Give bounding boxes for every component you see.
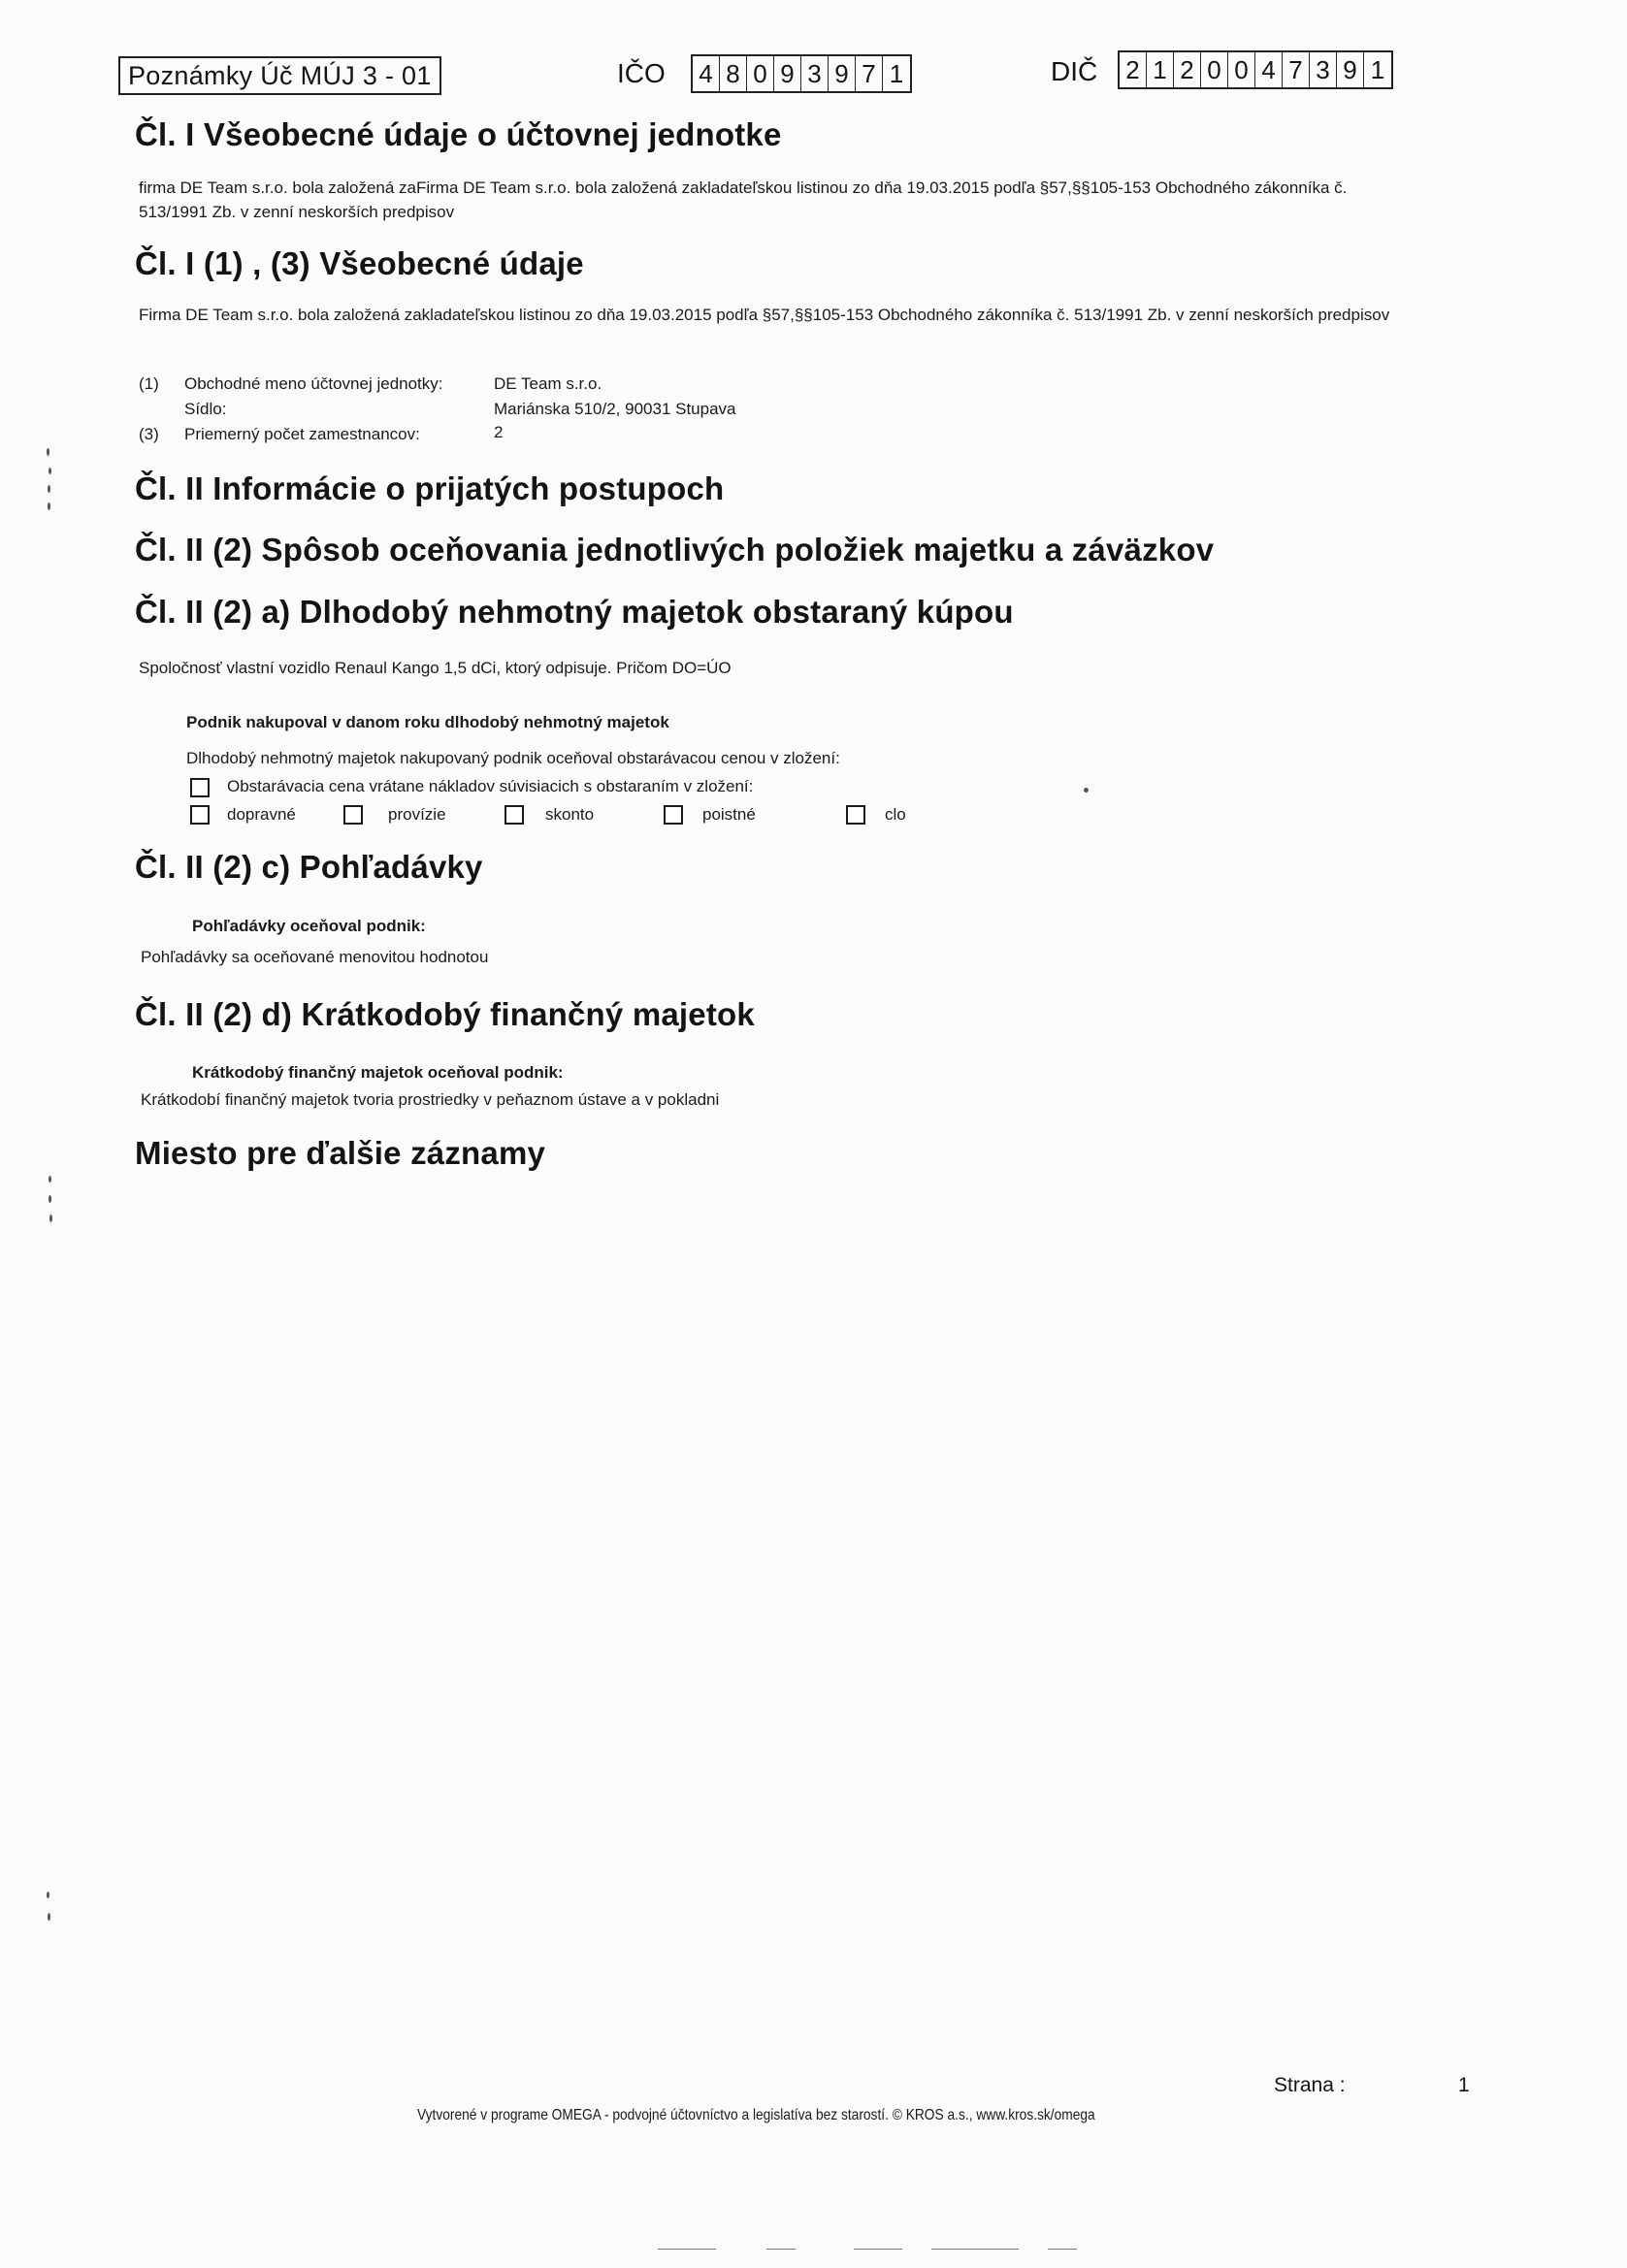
- scan-dash: [854, 2249, 902, 2250]
- page-label: Strana :: [1274, 2074, 1346, 2096]
- seat-value: Mariánska 510/2, 90031 Stupava: [494, 400, 736, 418]
- scan-speck: [1084, 788, 1089, 793]
- checkbox-commission[interactable]: [343, 805, 363, 825]
- short-term-assets-text: Krátkodobí finančný majetok tvoria prostriedky v peňaznom ústave a v pokladni: [141, 1090, 720, 1109]
- dic-digit: 2: [1174, 52, 1201, 87]
- scan-speck: [48, 485, 50, 493]
- dic-digit: 3: [1310, 52, 1337, 87]
- dic-digit: 1: [1147, 52, 1174, 87]
- scan-dash: [931, 2249, 1019, 2250]
- ico-digit: 8: [720, 56, 747, 91]
- ico-digit: 4: [693, 56, 720, 91]
- heading-general-info-entity: Čl. I Všeobecné údaje o účtovnej jednotke: [135, 116, 782, 152]
- checkbox-transport-label: dopravné: [227, 805, 296, 824]
- dic-digit: 0: [1201, 52, 1228, 87]
- company-name-label: Obchodné meno účtovnej jednotky:: [184, 374, 443, 393]
- dic-digit: 9: [1337, 52, 1364, 87]
- footer-credit: Vytvorené v programe OMEGA - podvojné účtovníctvo a legislatíva bez starostí. © KROS a.s., www.kros.sk/omega: [417, 2107, 1095, 2123]
- checkbox-duty[interactable]: [846, 805, 865, 825]
- scan-speck: [49, 1176, 51, 1183]
- ico-digit: 0: [747, 56, 774, 91]
- ico-digit: 9: [829, 56, 856, 91]
- scan-dash: [658, 2249, 716, 2250]
- checkbox-discount[interactable]: [504, 805, 524, 825]
- dic-digit: 0: [1228, 52, 1255, 87]
- checkbox-transport[interactable]: [190, 805, 210, 825]
- checkbox-commission-label: provízie: [388, 805, 446, 824]
- intangible-subtext: Dlhodobý nehmotný majetok nakupovaný podnik oceňoval obstarávacou cenou v zložení:: [186, 749, 840, 767]
- scan-speck: [47, 1892, 49, 1898]
- intangible-assets-text: Spoločnosť vlastní vozidlo Renaul Kango 1,5 dCi, ktorý odpisuje. Pričom DO=ÚO: [139, 659, 732, 677]
- heading-general-info: Čl. I (1) , (3) Všeobecné údaje: [135, 245, 584, 281]
- row-num-1: (1): [139, 374, 159, 393]
- receivables-subheading: Pohľadávky oceňoval podnik:: [192, 917, 426, 935]
- dic-digit: 2: [1120, 52, 1147, 87]
- heading-intangible-assets: Čl. II (2) a) Dlhodobý nehmotný majetok obstaraný kúpou: [135, 594, 1014, 630]
- checkbox-insurance[interactable]: [664, 805, 683, 825]
- scan-speck: [49, 468, 51, 474]
- scan-dash: [766, 2249, 796, 2250]
- heading-valuation-method: Čl. II (2) Spôsob oceňovania jednotlivých položiek majetku a záväzkov: [135, 532, 1215, 567]
- scan-dash: [1048, 2249, 1077, 2250]
- scan-speck: [48, 502, 50, 510]
- scan-speck: [48, 1913, 50, 1921]
- employees-label: Priemerný počet zamestnancov:: [184, 425, 420, 443]
- employees-value: 2: [494, 423, 504, 441]
- ico-digit: 7: [856, 56, 883, 91]
- general-info-entity-text: firma DE Team s.r.o. bola založená zaFirma DE Team s.r.o. bola založená zakladateľskou listinou zo dňa 19.03.2015 podľa §57,§§105-153 Obchodného zákonníka č. 513/1991 Zb. v zenní neskorších predpisov: [139, 178, 1348, 221]
- heading-further-records: Miesto pre ďalšie záznamy: [135, 1135, 546, 1171]
- checkbox-acquisition-cost[interactable]: [190, 778, 210, 797]
- ico-digit: 1: [889, 59, 904, 88]
- checkbox-discount-label: skonto: [545, 805, 595, 824]
- ico-digit-boxes: [691, 54, 912, 93]
- general-info-text: Firma DE Team s.r.o. bola založená zakladateľskou listinou zo dňa 19.03.2015 podľa §57,§§105-153 Obchodného zákonníka č. 513/1991 Zb. v zenní neskorších predpisov: [139, 306, 1390, 324]
- dic-digit-boxes: [1118, 50, 1393, 89]
- dic-label: DIČ: [1051, 56, 1098, 86]
- checkbox-insurance-label: poistné: [702, 805, 756, 824]
- checkbox-acquisition-cost-label: Obstarávacia cena vrátane nákladov súvisiacich s obstaraním v zložení:: [227, 777, 754, 795]
- ico-label: IČO: [617, 58, 666, 88]
- intangible-subheading: Podnik nakupoval v danom roku dlhodobý nehmotný majetok: [186, 713, 669, 731]
- heading-receivables: Čl. II (2) c) Pohľadávky: [135, 849, 483, 885]
- heading-accepted-procedures: Čl. II Informácie o prijatých postupoch: [135, 470, 725, 506]
- scan-speck: [49, 1195, 51, 1203]
- form-label: Poznámky Úč MÚJ 3 - 01: [118, 56, 441, 95]
- checkbox-duty-label: clo: [885, 805, 906, 824]
- page-number: 1: [1458, 2074, 1470, 2096]
- dic-digit: 7: [1283, 52, 1310, 87]
- row-num-3: (3): [139, 425, 159, 443]
- scan-speck: [47, 448, 49, 456]
- company-name-value: DE Team s.r.o.: [494, 374, 602, 393]
- ico-digit: 9: [774, 56, 801, 91]
- ico-digit: 3: [801, 56, 829, 91]
- dic-digit: 1: [1370, 55, 1385, 84]
- heading-short-term-assets: Čl. II (2) d) Krátkodobý finančný majetok: [135, 996, 755, 1032]
- receivables-text: Pohľadávky sa oceňované menovitou hodnotou: [141, 948, 489, 966]
- scan-speck: [49, 1215, 52, 1222]
- seat-label: Sídlo:: [184, 400, 227, 418]
- short-term-assets-subheading: Krátkodobý finančný majetok oceňoval podnik:: [192, 1063, 564, 1082]
- dic-digit: 4: [1255, 52, 1283, 87]
